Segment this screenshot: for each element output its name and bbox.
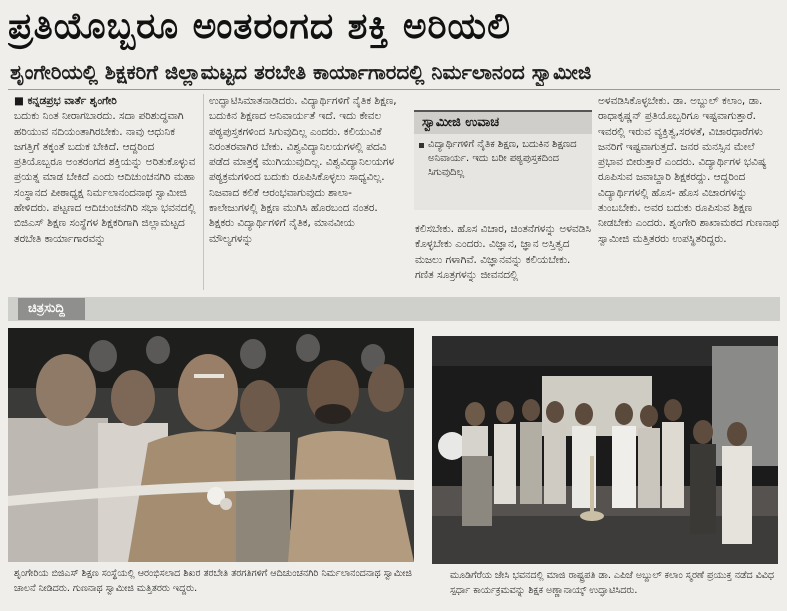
quote-box-text: ವಿದ್ಯಾರ್ಥಿಗಳಿಗೆ ನೈತಿಕ ಶಿಕ್ಷಣ, ಬದುಕಿನ ಶಿಕ್ಷಣದ ಅನಿವಾರ್ಯ. ಇದು ಬರೀ ಪಠ್ಯಪುಸ್ತಕದಿಂದ ಸಿಗುವುದಿಲ್ಲ [414,134,592,184]
dateline: ■ ಕನ್ನಡಪ್ರಭ ವಾರ್ತೆ ಶೃಂಗೇರಿ [14,95,117,107]
photo-2-caption: ಮೂಡಿಗೆರೆಯ ಜೇಸಿ ಭವನದಲ್ಲಿ ಮಾಜಿ ರಾಷ್ಟ್ರಪತಿ ಡಾ. ಎಪಿಜೆ ಅಬ್ದುಲ್ ಕಲಾಂ ಸ್ಮರಣೆ ಪ್ರಯುಕ್ತ ನಡೆದ ವಿವಿಧ ಸ್ಪರ್ಧಾ ಕಾರ್ಯಕ್ರಮವನ್ನು ಶಿಕ್ಷಕ ಅಣ್ಣಾನಾಯ್ಕ್ ಉದ್ಘಾಟಿಸಿದರು. [450,570,775,596]
column-2-text: ಉದ್ಘಾಟಿಸಿಮಾತನಾಡಿದರು. ವಿದ್ಯಾರ್ಥಿಗಳಿಗೆ ನೈತಿಕ ಶಿಕ್ಷಣ, ಬದುಕಿನ ಶಿಕ್ಷಣದ ಅನಿವಾರ್ಯತೆ ಇದೆ. ಇದು ಕೇವಲ ಪಠ್ಯಪುಸ್ತಕಗಳಿಂದ ಸಿಗುವುದಿಲ್ಲ ಎಂದರು. ಕಲಿಯುವಿಕೆ ನಿರಂತರವಾಗಿರ ಬೇಕು. ವಿಶ್ವವಿದ್ಯಾನಿಲಯಗಳಲ್ಲಿ ಪದವಿ ಪಡೆದ ಮಾತ್ರಕ್ಕೆ ಮುಗಿಯುವುದಿಲ್ಲ. ವಿಶ್ವವಿದ್ಯಾನಿಲಯಗಳ ಪಠ್ಯಕ್ರಮಗಳಿಂದ ಬದುಕು ರೂಪಿಸಿಕೊಳ್ಳಲು ಸಾಧ್ಯವಿಲ್ಲ. ನಿಜವಾದ ಕಲಿಕೆ ಆರಂಭವಾಗುವುದು ಶಾಲಾ- ಕಾಲೇಜುಗಳಲ್ಲಿ ಶಿಕ್ಷಣ ಮುಗಿಸಿ ಹೊರಬಂದ ನಂತರ. ಶಿಕ್ಷಕರು ವಿದ್ಯಾರ್ಥಿಗಳಿಗೆ ನೈತಿಕ, ಮಾನವೀಯ ಮೌಲ್ಯಗಳನ್ನು [209,95,397,245]
subheadline: ಶೃಂಗೇರಿಯಲ್ಲಿ ಶಿಕ್ಷಕರಿಗೆ ಜಿಲ್ಲಾಮಟ್ಟದ ತರಬೇತಿ ಕಾರ್ಯಾಗಾರದಲ್ಲಿ ನಿರ್ಮಲಾನಂದ ಸ್ವಾಮೀಜಿ [10,60,592,84]
column-divider [203,94,204,290]
quote-box-title: ಸ್ವಾಮೀಜಿ ಉವಾಚ [414,110,592,134]
column-1-text: ಬದುಕು ನಿಂತ ನೀರಾಗಬಾರದು. ಸದಾ ಪರಿಶುದ್ಧವಾಗಿ ಹರಿಯುವ ನದಿಯಂತಾಗಿರಬೇಕು. ನಾವು ಆಧುನಿಕ ಜಗತ್ತಿಗೆ ತಕ್ಕಂತೆ ಬದುಕ ಬೇಕಿದೆ. ಆದ್ದರಿಂದ ಪ್ರತಿಯೊಬ್ಬರೂ ಅಂತರಂಗದ ಶಕ್ತಿಯನ್ನು ಅರಿತುಕೊಳ್ಳುವ ಪ್ರಯತ್ನ ಮಾಡ ಬೇಕಿದೆ ಎಂದು ಆದಿಚುಂಚನಗಿರಿ ಮಹಾ ಸಂಸ್ಥಾನದ ಪೀಠಾಧ್ಯಕ್ಷ ನಿರ್ಮಲಾನಂದನಾಥ ಸ್ವಾಮೀಜಿ ಹೇಳಿದರು. ಪಟ್ಟಣದ ಆದಿಚುಂಚನಗಿರಿ ಸಭಾ ಭವನದಲ್ಲಿ ಬಿಜಿಎಸ್ ಶಿಕ್ಷಣ ಸಂಸ್ಥೆಗಳ ಶಿಕ್ಷಕರಿಗಾಗಿ ಜಿಲ್ಲಾಮಟ್ಟದ ತರಬೇತಿ ಕಾರ್ಯಾಗಾರವನ್ನು [14,110,196,245]
article-column-3 [415,94,591,290]
photo-ribbon-cutting-image [8,328,414,562]
photo-1-caption: ಶೃಂಗೇರಿಯ ಬಿಜಿಎಸ್ ಶಿಕ್ಷಣ ಸಂಸ್ಥೆಯಲ್ಲಿ ಆರಂಭಿಸಲಾದ ಶಿಖರ ತರಬೇತಿ ತರಗತಿಗಳಿಗೆ ಆದಿಚುಂಚನಗಿರಿ ನಿರ್ಮಲಾನಂದನಾಥ ಸ್ವಾಮೀಜಿ ಚಾಲನೆ ನೀಡಿದರು. ಗುಣನಾಥ ಸ್ವಾಮೀಜಿ ಮತ್ತಿತರರು ಇದ್ದರು. [14,568,412,594]
photo-lamp-lighting [432,336,778,564]
article-column-4 [598,94,780,290]
article-column-1 [14,94,202,290]
section-tag: ಚಿತ್ರಸುದ್ದಿ [18,298,85,320]
photo-lamp-lighting-image [432,336,778,564]
headline: ಪ್ರತಿಯೊಬ್ಬರೂ ಅಂತರಂಗದ ಶಕ್ತಿ ಅರಿಯಲಿ [8,6,512,47]
photo-ribbon-cutting [8,328,414,562]
column-4-text: ಅಳವಡಿಸಿಕೊಳ್ಳಬೇಕು. ಡಾ. ಅಬ್ದುಲ್ ಕಲಾಂ, ಡಾ. ರಾಧಾಕೃಷ್ಣನ್ ಪ್ರತಿಯೊಬ್ಬರಿಗೂ ಇಷ್ಟವಾಗುತ್ತಾರೆ. ಇವರಲ್ಲಿ ಇರುವ ವ್ಯಕ್ತಿತ್ವ,ಸರಳತೆ, ವಿಚಾರಧಾರೆಗಳು ಜನರಿಗೆ ಇಷ್ಟವಾಗುತ್ತದೆ. ಜನರ ಮನಸ್ಸಿನ ಮೇಲೆ ಪ್ರಭಾವ ಬೀರುತ್ತಾರೆ ಎಂದರು. ವಿದ್ಯಾರ್ಥಿಗಳ ಭವಿಷ್ಯ ರೂಪಿಸುವ ಜವಾಬ್ದಾರಿ ಶಿಕ್ಷಕರದ್ದು. ಆದ್ದರಿಂದ ವಿದ್ಯಾರ್ಥಿಗಳಲ್ಲಿ ಹೊಸ- ಹೊಸ ವಿಚಾರಗಳನ್ನು ತುಂಬಬೇಕು. ಅವರ ಬದುಕು ರೂಪಿಸುವ ಶಿಕ್ಷಣ ನೀಡಬೇಕು ಎಂದರು. ಶೃಂಗೇರಿ ಶಾಖಾಮಠದ ಗುಣನಾಥ ಸ್ವಾಮೀಜಿ ಮತ್ತಿತರರು ಉಪಸ್ಥಿತರಿದ್ದರು. [598,95,779,245]
section-bar [8,297,780,321]
divider [8,89,780,90]
column-3-text: ಕಲಿಸಬೇಕು. ಹೊಸ ವಿಚಾರ, ಚಿಂತನೆಗಳನ್ನು ಅಳವಡಿಸಿ ಕೊಳ್ಳಬೇಕು ಎಂದರು. ವಿಜ್ಞಾನ, ಜ್ಞಾನ ಅಸ್ತಿತ್ವದ ಮಜಲು ಗಳಾಗಿವೆ. ವಿಜ್ಞಾನವನ್ನು ಕಲಿಯಬೇಕು. ಗಣಿತ ಸೂತ್ರಗಳನ್ನು ಜೀವನದಲ್ಲಿ [415,223,591,281]
article-column-2 [209,94,399,290]
